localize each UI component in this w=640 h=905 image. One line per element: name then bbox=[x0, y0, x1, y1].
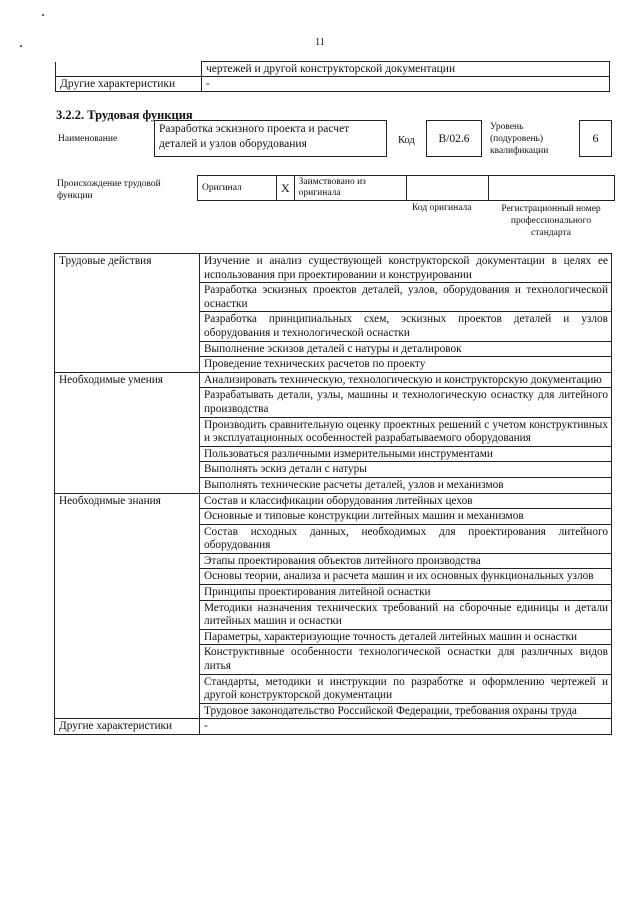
scan-speck bbox=[42, 14, 44, 16]
item-cell: Разрабатывать детали, узлы, машины и технологическую оснастку для литейного производства bbox=[200, 388, 612, 417]
item-cell: Трудовое законодательство Российской Федерации, требования охраны труда bbox=[200, 703, 612, 719]
category-cell: Другие характеристики bbox=[55, 719, 200, 735]
level-label: Уровень (подуровень) квалификации bbox=[490, 122, 549, 156]
table-row bbox=[56, 77, 610, 92]
item-cell: Разработка принципиальных схем, эскизных проектов деталей и узлов оборудования и технологической оснастки bbox=[200, 312, 612, 341]
section-title: 3.2.2. Трудовая функция bbox=[56, 108, 193, 122]
item-cell: Пользоваться различными измерительными инструментами bbox=[200, 446, 612, 462]
item-cell: Состав и классификации оборудования литейных цехов bbox=[200, 493, 612, 509]
table-row bbox=[55, 372, 612, 388]
item-cell: Состав исходных данных, необходимых для проектирования литейного оборудования bbox=[200, 524, 612, 553]
function-details-table bbox=[54, 253, 612, 735]
item-cell: Основные и типовые конструкции литейных машин и механизмов bbox=[200, 509, 612, 525]
code-label: Код bbox=[398, 135, 415, 146]
borrowed-label-cell: Заимствовано из оригинала bbox=[294, 176, 406, 201]
table-cell-label bbox=[56, 62, 202, 77]
reg-number-cell bbox=[488, 176, 614, 201]
top-continuation-table bbox=[55, 61, 610, 92]
item-cell: Производить сравнительную оценку проектных решений с учетом конструктивных и эксплуатационных особенностей разрабатываемого оборудования bbox=[200, 417, 612, 446]
item-cell: Выполнение эскизов деталей с натуры и деталировок bbox=[200, 341, 612, 357]
item-cell: Изучение и анализ существующей конструкторской документации в целях ее использования при проектировании и конструировании bbox=[200, 254, 612, 283]
item-cell: Выполнять эскиз детали с натуры bbox=[200, 462, 612, 478]
table-row bbox=[56, 62, 610, 77]
name-label: Наименование bbox=[58, 134, 118, 144]
function-code-box: B/02.6 bbox=[426, 120, 482, 157]
category-cell: Необходимые знания bbox=[55, 493, 200, 719]
level-value-box: 6 bbox=[579, 120, 612, 157]
item-cell: Принципы проектирования литейной оснастки bbox=[200, 585, 612, 601]
table-row bbox=[55, 493, 612, 509]
item-cell: - bbox=[200, 719, 612, 735]
table-row bbox=[55, 254, 612, 283]
table-row bbox=[198, 176, 615, 201]
original-mark-cell: X bbox=[277, 176, 295, 201]
item-cell: Конструктивные особенности технологической оснастки для различных видов литья bbox=[200, 645, 612, 674]
item-cell: Основы теории, анализа и расчета машин и их основных функциональных узлов bbox=[200, 569, 612, 585]
category-cell: Трудовые действия bbox=[55, 254, 200, 373]
table-cell-label: Другие характеристики bbox=[56, 77, 202, 92]
table-cell-value: - bbox=[202, 77, 610, 92]
item-cell: Стандарты, методики и инструкции по разработке и оформлению чертежей и другой конструкторской документации bbox=[200, 674, 612, 703]
origin-code-caption: Код оригинала bbox=[412, 203, 472, 213]
table-cell-value: чертежей и другой конструкторской документации bbox=[202, 62, 610, 77]
origin-code-cell bbox=[406, 176, 488, 201]
function-name-box: Разработка эскизного проекта и расчет деталей и узлов оборудования bbox=[154, 120, 387, 157]
table-row bbox=[55, 719, 612, 735]
item-cell: Выполнять технические расчеты деталей, узлов и механизмов bbox=[200, 477, 612, 493]
item-cell: Методики назначения технических требований на сборочные единицы и детали литейных машин и оснастки bbox=[200, 600, 612, 629]
item-cell: Разработка эскизных проектов деталей, узлов, оборудования и технологической оснастки bbox=[200, 283, 612, 312]
item-cell: Проведение технических расчетов по проекту bbox=[200, 357, 612, 373]
category-cell: Необходимые умения bbox=[55, 372, 200, 493]
item-cell: Параметры, характеризующие точность деталей литейных машин и оснастки bbox=[200, 629, 612, 645]
original-label-cell: Оригинал bbox=[198, 176, 277, 201]
item-cell: Этапы проектирования объектов литейного производства bbox=[200, 553, 612, 569]
origin-table bbox=[197, 175, 615, 201]
origin-label: Происхождение трудовой функции bbox=[57, 179, 161, 201]
item-cell: Анализировать техническую, технологическую и конструкторскую документацию bbox=[200, 372, 612, 388]
reg-number-caption: Регистрационный номер профессионального стандарта bbox=[501, 204, 601, 238]
page-number: 11 bbox=[315, 37, 325, 48]
